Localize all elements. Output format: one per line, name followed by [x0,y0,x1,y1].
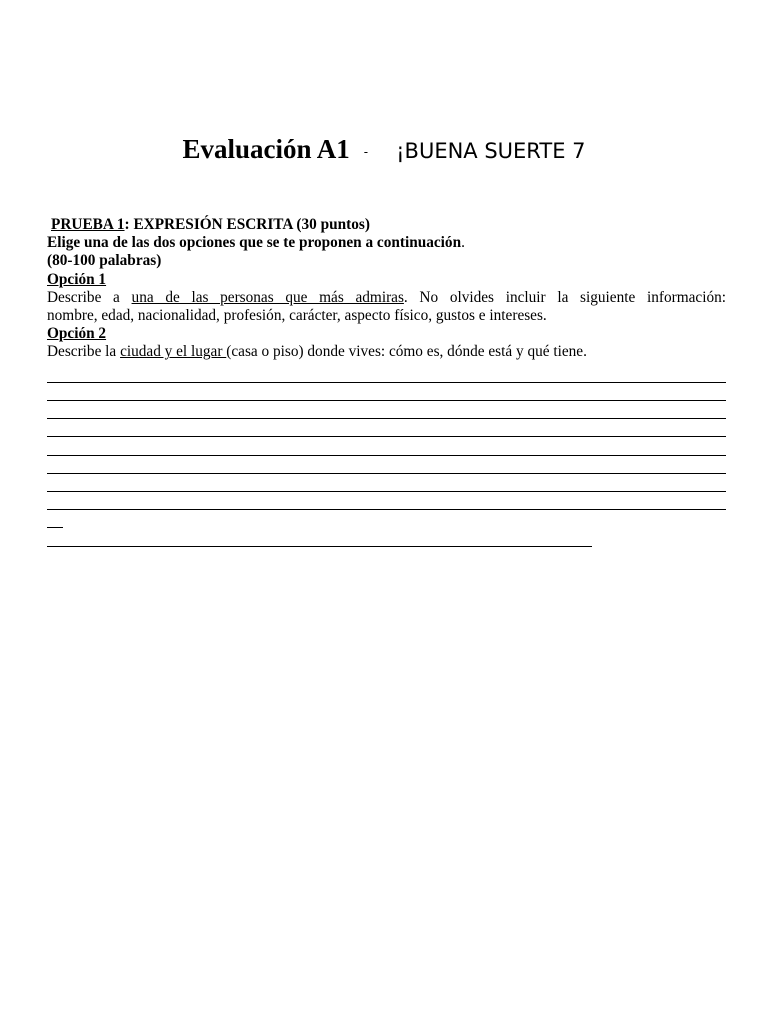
instruction-text: Elige una de las dos opciones que se te proponen a continuación [47,234,462,252]
section-label: PRUEBA 1 [51,216,125,233]
option2-prompt [47,343,726,361]
good-luck-greeting: ¡BUENA SUERTE 7 [396,139,586,163]
option2-underlined: ciudad y el lugar [120,343,227,361]
word-count: (80-100 palabras) [47,252,162,270]
option1-prompt-line2: nombre, edad, nacionalidad, profesión, carácter, aspecto físico, gustos e intereses. [47,307,547,325]
instruction-line [47,234,726,252]
option2-suffix: (casa o piso) donde vives: cómo es, dónde está y qué tiene. [226,343,587,361]
option1-suffix: . No olvides incluir la siguiente información: [403,288,726,306]
writing-line[interactable] [47,383,726,401]
title-separator: - [363,145,369,159]
option1-heading: Opción 1 [47,270,107,288]
option1-underlined: una de las personas que más admiras [131,288,404,306]
writing-area[interactable] [47,365,726,547]
writing-line[interactable] [47,492,726,510]
option1-prompt-line1 [47,289,726,307]
exam-title-main: Evaluación A1 [182,134,350,164]
section-colon: : [124,216,130,233]
writing-line-wrap[interactable] [47,510,63,528]
exam-body [47,216,726,547]
instruction-period: . [461,234,465,252]
section-title: EXPRESIÓN ESCRITA (30 puntos) [129,216,370,233]
option2-heading: Opción 2 [47,325,107,343]
option2-prefix: Describe la [47,343,121,361]
writing-line[interactable] [47,401,726,419]
option1-prefix: Describe a [47,288,132,306]
exam-title [0,134,768,165]
writing-line[interactable] [47,365,726,383]
writing-line-last[interactable] [47,528,592,546]
writing-line[interactable] [47,456,726,474]
section-heading [47,216,726,234]
writing-line[interactable] [47,437,726,455]
writing-line[interactable] [47,419,726,437]
writing-line[interactable] [47,474,726,492]
